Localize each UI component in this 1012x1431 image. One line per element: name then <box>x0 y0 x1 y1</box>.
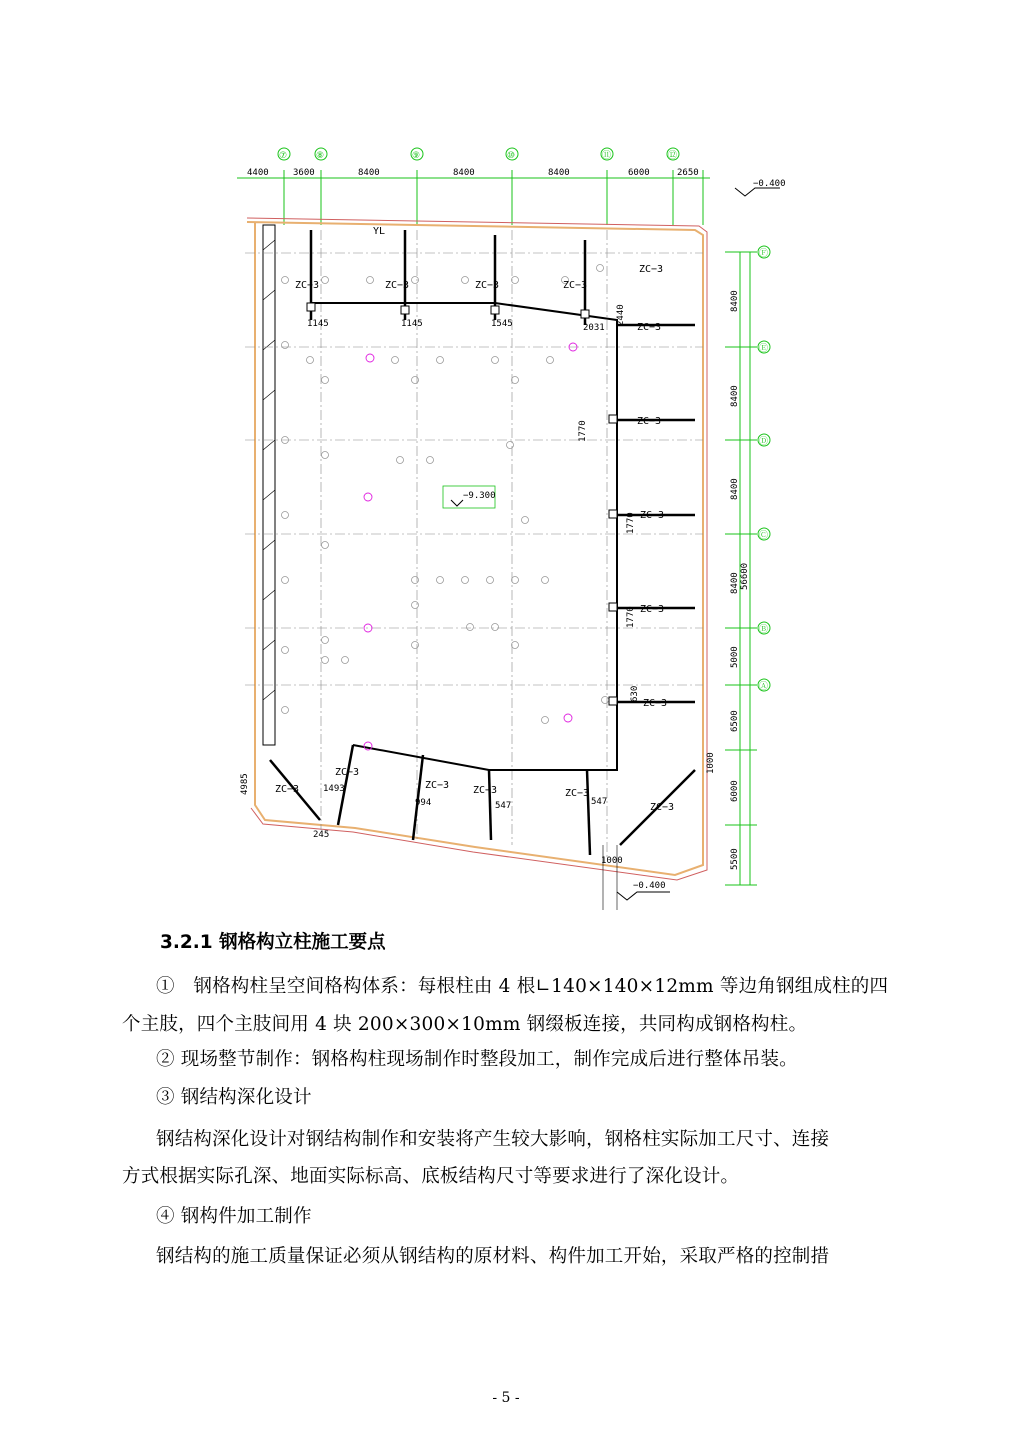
right-dim: 6500 <box>730 710 740 732</box>
zc-label: ZC−3 <box>563 280 588 291</box>
dim-label: 1770 <box>626 512 636 534</box>
right-dim: 8400 <box>730 290 740 312</box>
axis-A: Ⓐ <box>759 682 769 692</box>
dim-label: 1000 <box>601 856 623 866</box>
zc-label: ZC−3 <box>475 280 500 291</box>
para-6-line-1: 钢结构的施工质量保证必须从钢结构的原材料、构件加工开始，采取严格的控制措 <box>156 1246 830 1267</box>
dim-label: 1770 <box>578 420 588 442</box>
para-2: ② 现场整节制作：钢格构柱现场制作时整段加工，制作完成后进行整体吊装。 <box>156 1049 798 1070</box>
axis-9: ⑨ <box>412 151 421 161</box>
zc-label: ZC−3 <box>637 322 662 333</box>
axis-E: Ⓔ <box>759 344 769 354</box>
top-dim: 8400 <box>548 168 570 178</box>
zc-label: ZC−3 <box>473 785 498 796</box>
zc-label: ZC−3 <box>640 604 665 615</box>
top-dim: 6000 <box>628 168 650 178</box>
axis-C: Ⓒ <box>759 531 769 541</box>
zc-label: ZC−3 <box>335 767 360 778</box>
axis-10: ⑩ <box>507 151 516 161</box>
zc-label: ZC−3 <box>639 264 664 275</box>
zc-label: ZC−3 <box>275 784 300 795</box>
zc-label: ZC−3 <box>650 802 675 813</box>
dim-label: 994 <box>415 798 432 808</box>
zc-label: ZC−3 <box>425 780 450 791</box>
zc-label: ZC−3 <box>295 280 320 291</box>
right-dim: 8400 <box>730 572 740 594</box>
para-4-line-2: 方式根据实际孔深、地面实际标高、底板结构尺寸等要求进行了深化设计。 <box>122 1166 740 1187</box>
elevation-top: −0.400 <box>753 179 785 189</box>
top-dim: 2650 <box>677 168 699 178</box>
top-dim: 8400 <box>358 168 380 178</box>
label-yl: YL <box>373 226 386 237</box>
top-dim: 8400 <box>453 168 475 178</box>
right-dim: 8400 <box>730 385 740 407</box>
page-number: - 5 - <box>492 1390 520 1406</box>
zc-label: ZC−3 <box>385 280 410 291</box>
axis-7: ⑦ <box>279 151 288 161</box>
dim-label: 547 <box>591 797 608 807</box>
elevation-mid: −9.300 <box>463 491 496 501</box>
para-4-line-1: 钢结构深化设计对钢结构制作和安装将产生较大影响，钢格柱实际加工尺寸、连接 <box>156 1129 830 1150</box>
dim-label: 245 <box>313 830 330 840</box>
dim-label: 547 <box>495 801 512 811</box>
dim-label: 1770 <box>626 606 636 628</box>
dim-label: 1145 <box>307 319 329 329</box>
axis-12: ⑫ <box>668 151 678 161</box>
right-dim: 5500 <box>730 848 740 870</box>
dim-label: 2031 <box>583 323 605 333</box>
dim-label: 1493 <box>323 784 345 794</box>
zc-label: ZC−3 <box>637 416 662 427</box>
para-1-line-2: 个主肢，四个主肢间用 4 块 200×300×10mm 钢缀板连接，共同构成钢格构柱。 <box>122 1014 808 1035</box>
zc-label: ZC−3 <box>640 510 665 521</box>
axis-B: Ⓑ <box>759 625 769 635</box>
right-dim: 5000 <box>730 646 740 668</box>
para-5: ④ 钢构件加工制作 <box>156 1206 312 1227</box>
axis-F: Ⓕ <box>759 249 769 259</box>
para-3: ③ 钢结构深化设计 <box>156 1087 312 1108</box>
dim-label: 1000 <box>706 752 716 774</box>
axis-D: Ⓓ <box>759 437 769 447</box>
right-dim: 6000 <box>730 780 740 802</box>
dim-label: 2440 <box>616 304 626 326</box>
para-1-line-1: ① 钢格构柱呈空间格构体系：每根柱由 4 根∟140×140×12mm 等边角钢组成柱的四 <box>156 976 889 997</box>
zc-label: ZC−3 <box>565 788 590 799</box>
dim-label: 630 <box>630 685 640 702</box>
elevation-bottom: −0.400 <box>633 881 666 891</box>
right-dim: 8400 <box>730 478 740 500</box>
axis-8: ⑧ <box>316 151 325 161</box>
top-dim: 4400 <box>247 168 269 178</box>
zc-label: ZC−3 <box>643 698 668 709</box>
dim-label: 1545 <box>491 319 513 329</box>
dim-label: 1145 <box>401 319 423 329</box>
section-heading: 3.2.1 钢格构立柱施工要点 <box>160 932 386 953</box>
top-dim: 3600 <box>293 168 315 178</box>
right-total: 56600 <box>740 562 750 590</box>
axis-11: ⑪ <box>602 151 612 161</box>
dim-label: 4985 <box>240 773 250 795</box>
foundation-plan-drawing <box>225 140 785 910</box>
